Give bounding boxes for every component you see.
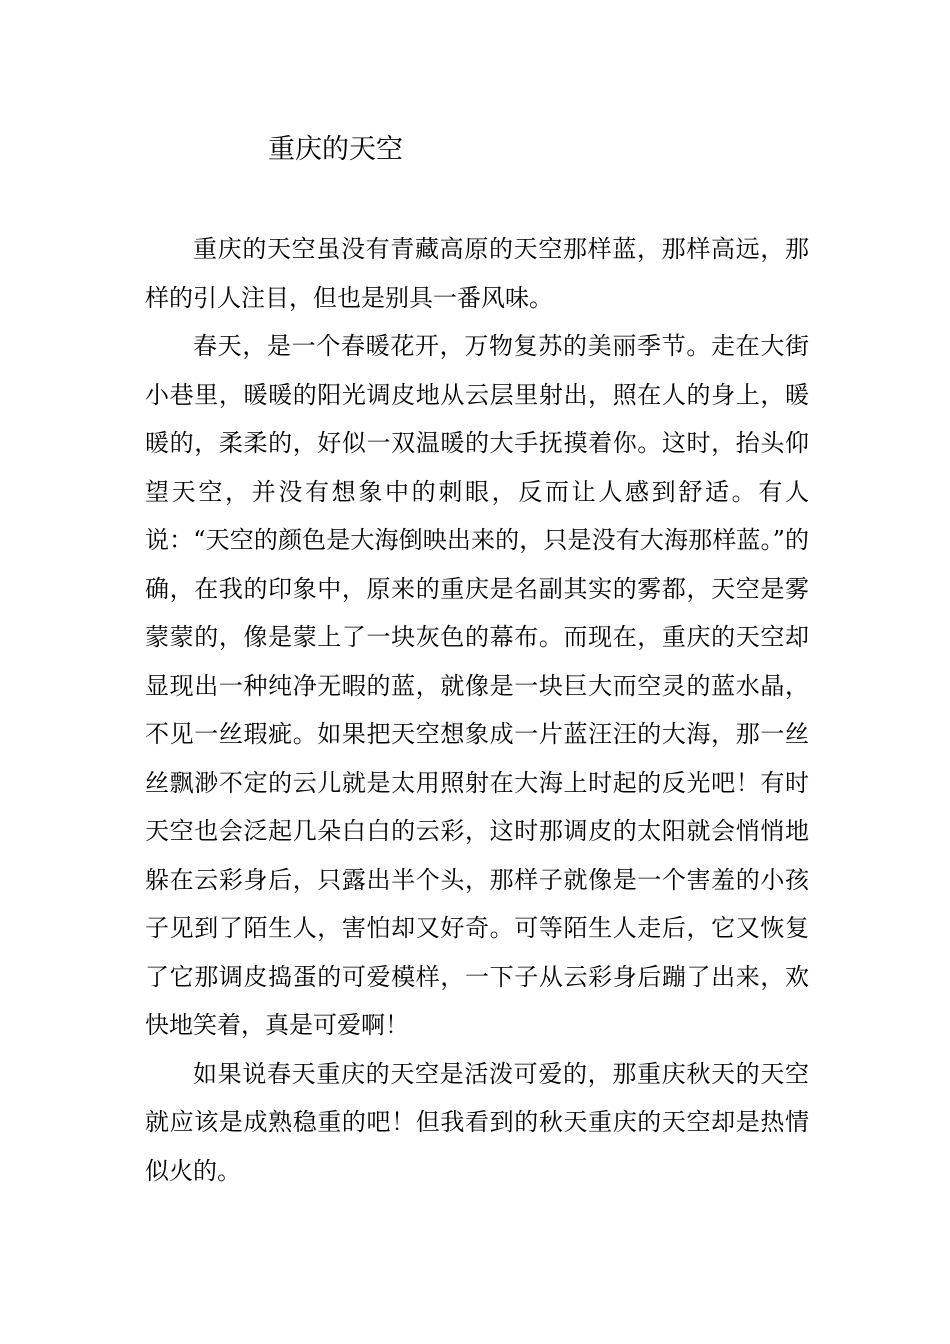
- document-title: 重庆的天空: [268, 134, 403, 165]
- paragraph-1: 重庆的天空虽没有青藏高原的天空那样蓝，那样高远，那样的引人注目，但也是别具一番风味。: [145, 235, 809, 312]
- paragraph-2: 春天，是一个春暖花开，万物复苏的美丽季节。走在大街小巷里，暖暖的阳光调皮地从云层里射出，照在人的身上，暖暖的，柔柔的，好似一双温暖的大手抚摸着你。这时，抬头仰望天空，并没有想象中的刺眼，反而让人感到舒适。有人说：“天空的颜色是大海倒映出来的，只是没有大海那样蓝。”的确，在我的印象中，原来的重庆是名副其实的雾都，天空是雾蒙蒙的，像是蒙上了一块灰色的幕布。而现在，重庆的天空却显现出一种纯净无暇的蓝，就像是一块巨大而空灵的蓝水晶，不见一丝瑕疵。如果把天空想象成一片蓝汪汪的大海，那一丝丝飘渺不定的云儿就是太用照射在大海上时起的反光吧！有时天空也会泛起几朵白白的云彩，这时那调皮的太阳就会悄悄地躲在云彩身后，只露出半个头，那样子就像是一个害羞的小孩子见到了陌生人，害怕却又好奇。可等陌生人走后，它又恢复了它那调皮捣蛋的可爱模样，一下子从云彩身后蹦了出来，欢快地笑着，真是可爱啊！: [145, 332, 809, 1039]
- document-body: [145, 225, 809, 1195]
- paragraph-3: 如果说春天重庆的天空是活泼可爱的，那重庆秋天的天空就应该是成熟稳重的吧！但我看到的秋天重庆的天空却是热情似火的。: [145, 1059, 809, 1185]
